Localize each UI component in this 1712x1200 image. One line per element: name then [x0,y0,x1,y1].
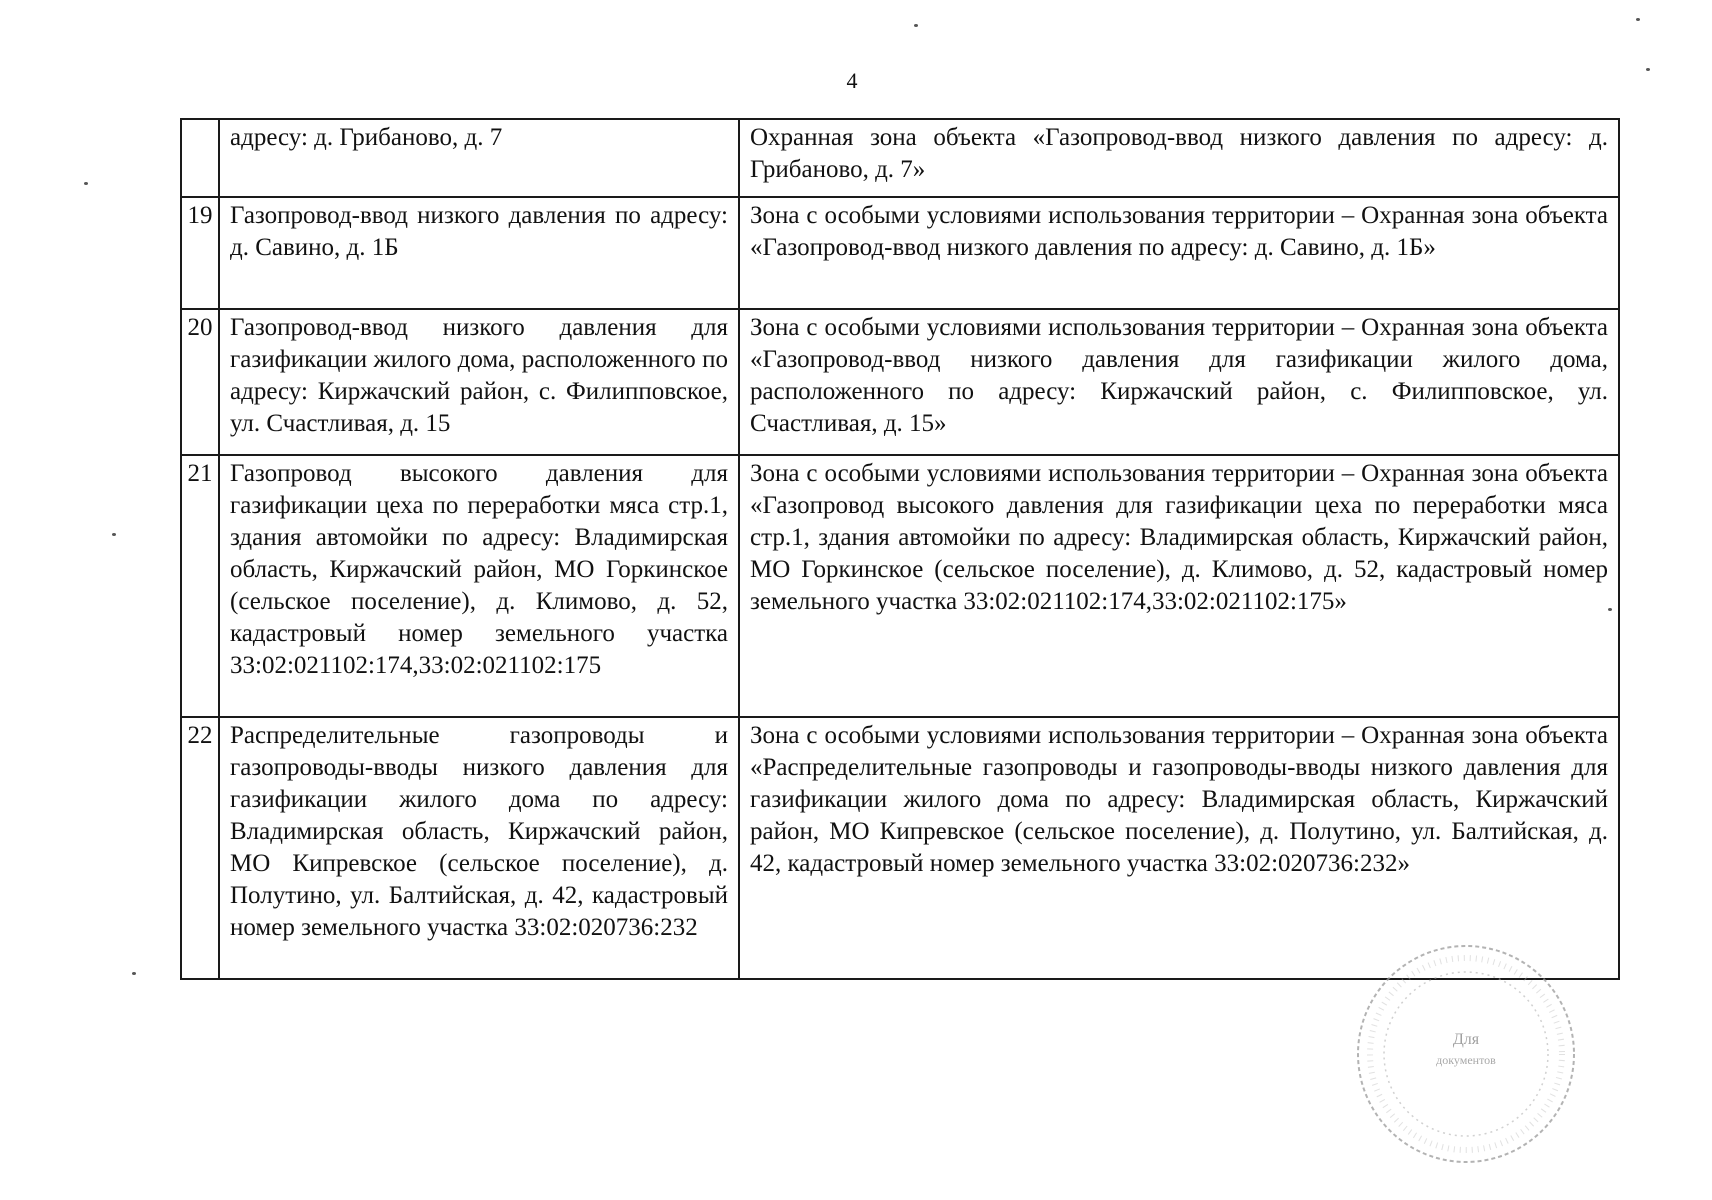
scan-speck [84,182,88,185]
stamp-text-2: документов [1436,1053,1496,1067]
table-row [181,455,1619,717]
scan-speck [112,533,116,536]
row-number: 19 [181,197,219,309]
row-number: 21 [181,455,219,717]
stamp-text-1: Для [1452,1031,1480,1048]
zones-table [180,118,1620,980]
zone-description: Зона с особыми условиями использования территории – Охранная зона объекта «Распределительные газопроводы и газопроводы-вводы низкого давления для газификации жилого дома по адресу: Владимирская область, Киржачский район, МО Кипревское (сельское поселение), д. Полутино, ул. Балтийская, д. 42, кадастровый номер земельного участка 33:02:020736:232» [739,717,1619,979]
scan-speck [1646,68,1650,71]
table-row [181,119,1619,197]
zone-description: Зона с особыми условиями использования территории – Охранная зона объекта «Газопровод высокого давления для газификации цеха по переработки мяса стр.1, здания автомойки по адресу: Владимирская область, Киржачский район, МО Горкинское (сельское поселение), д. Климово, д. 52, кадастровый номер земельного участка 33:02:021102:174,33:02:021102:175» [739,455,1619,717]
page-number: 4 [846,68,858,93]
scan-speck [914,24,918,27]
object-description: Газопровод высокого давления для газификации цеха по переработки мяса стр.1, здания автомойки по адресу: Владимирская область, Киржачский район, МО Горкинское (сельское поселение), д. Климово, д. 52, кадастровый номер земельного участка 33:02:021102:174,33:02:021102:175 [219,455,739,717]
official-stamp [1352,940,1580,1168]
zone-description: Охранная зона объекта «Газопровод-ввод низкого давления по адресу: д. Грибаново, д. 7» [739,119,1619,197]
row-number: 22 [181,717,219,979]
row-number: 20 [181,309,219,455]
scan-speck [132,972,136,975]
scan-speck [1636,18,1640,21]
object-description: Газопровод-ввод низкого давления для газификации жилого дома, расположенного по адресу: Киржачский район, с. Филипповское, ул. Счастливая, д. 15 [219,309,739,455]
object-description: Распределительные газопроводы и газопроводы-вводы низкого давления для газификации жилого дома по адресу: Владимирская область, Киржачский район, МО Кипревское (сельское поселение), д. Полутино, ул. Балтийская, д. 42, кадастровый номер земельного участка 33:02:020736:232 [219,717,739,979]
object-description: адресу: д. Грибаново, д. 7 [219,119,739,197]
table-row [181,197,1619,309]
object-description: Газопровод-ввод низкого давления по адресу: д. Савино, д. 1Б [219,197,739,309]
row-number [181,119,219,197]
scan-speck [1608,608,1612,611]
zone-description: Зона с особыми условиями использования территории – Охранная зона объекта «Газопровод-ввод низкого давления для газификации жилого дома, расположенного по адресу: Киржачский район, с. Филипповское, ул. Счастливая, д. 15» [739,309,1619,455]
table-row [181,309,1619,455]
zone-description: Зона с особыми условиями использования территории – Охранная зона объекта «Газопровод-ввод низкого давления по адресу: д. Савино, д. 1Б» [739,197,1619,309]
